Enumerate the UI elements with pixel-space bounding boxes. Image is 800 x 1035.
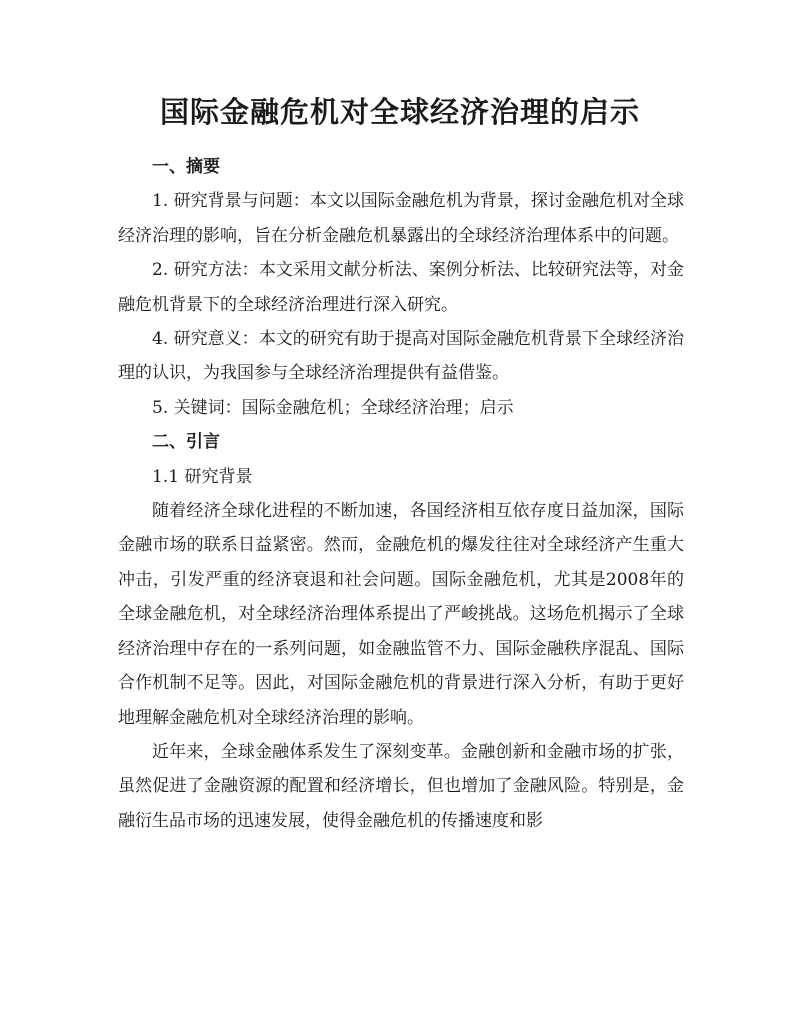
section-heading-abstract: 一、摘要 <box>152 157 220 177</box>
document-body <box>118 150 684 838</box>
section-heading-introduction: 二、引言 <box>152 432 220 453</box>
intro-paragraph: 近年来，全球金融体系发生了深刻变革。金融创新和金融市场的扩张，虽然促进了金融资源的配置和经济增长，但也增加了金融风险。特别是，金融衍生品市场的迅速发展，使得金融危机的传播速度和影 <box>118 741 684 831</box>
subsection-heading-research-background: 1.1 研究背景 <box>152 466 253 487</box>
document-title: 国际金融危机对全球经济治理的启示 <box>159 95 640 129</box>
intro-paragraph: 随着经济全球化进程的不断加速，各国经济相互依存度日益加深，国际金融市场的联系日益紧密。然而，金融危机的爆发往往对全球经济产生重大冲击，引发严重的经济衰退和社会问题。国际金融危机，尤其是2008年的全球金融危机，对全球经济治理体系提出了严峻挑战。这场危机揭示了全球经济治理中存在的一系列问题，如金融监管不力、国际金融秩序混乱、国际合作机制不足等。因此，对国际金融危机的背景进行深入分析，有助于更好地理解金融危机对全球经济治理的影响。 <box>118 501 684 728</box>
abstract-item-method: 2. 研究方法：本文采用文献分析法、案例分析法、比较研究法等，对金融危机背景下的全球经济治理进行深入研究。 <box>118 260 684 315</box>
abstract-item-significance: 4. 研究意义：本文的研究有助于提高对国际金融危机背景下全球经济治理的认识，为我国参与全球经济治理提供有益借鉴。 <box>118 329 684 384</box>
abstract-item-background: 1. 研究背景与问题：本文以国际金融危机为背景，探讨金融危机对全球经济治理的影响，旨在分析金融危机暴露出的全球经济治理体系中的问题。 <box>118 191 684 246</box>
abstract-item-keywords: 5. 关键词：国际金融危机；全球经济治理；启示 <box>152 397 514 418</box>
